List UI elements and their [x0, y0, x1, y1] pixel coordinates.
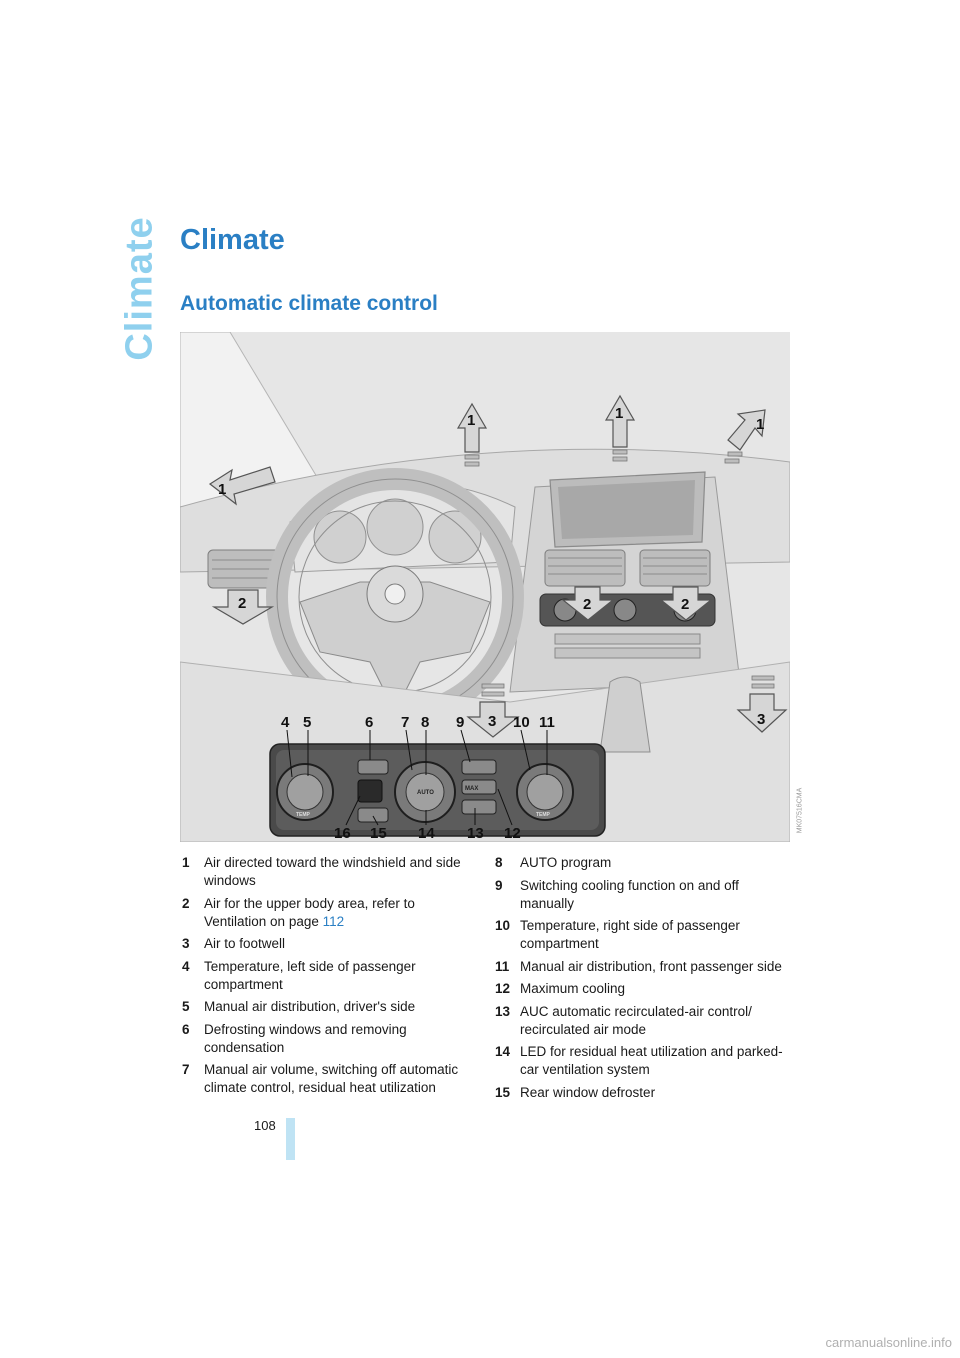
callout-1-right: 1	[756, 416, 765, 433]
callout-1-center-left: 1	[467, 412, 476, 429]
legend-item	[182, 958, 472, 994]
figure-code	[790, 780, 810, 840]
legend-text: Manual air volume, switching off automatic climate control, residual heat utilization	[204, 1062, 459, 1095]
legend-text: Temperature, left side of passenger compartment	[204, 958, 416, 992]
legend-left-column	[182, 854, 472, 1102]
max-panel-label: MAX	[465, 786, 479, 792]
legend-number: 10	[495, 918, 511, 933]
legend-item	[495, 1043, 785, 1079]
auto-panel-label: AUTO	[417, 790, 434, 796]
legend-item	[495, 1084, 785, 1102]
watermark: carmanualsonline.info	[825, 1335, 952, 1350]
legend-item	[182, 895, 472, 931]
legend-text	[204, 895, 472, 931]
legend-number: 8	[495, 855, 503, 870]
legend-item	[495, 917, 785, 953]
page-number: 108	[254, 1118, 276, 1133]
callout-3-right: 3	[757, 711, 766, 728]
callout-11: 11	[539, 714, 555, 731]
callout-9: 9	[456, 714, 465, 731]
callout-14: 14	[418, 825, 435, 842]
legend-text: Defrosting windows and removing condensation	[204, 1021, 407, 1055]
legend-text: Air directed toward the windshield and side windows	[204, 855, 461, 888]
legend-number: 2	[182, 895, 190, 911]
legend-text: LED for residual heat utilization and parked-car ventilation system	[520, 1044, 783, 1077]
legend-number: 1	[182, 855, 190, 870]
callout-labels	[180, 332, 790, 842]
legend-number: 6	[182, 1021, 190, 1037]
legend-right-column	[495, 854, 785, 1106]
legend-text: Temperature, right side of passenger compartment	[520, 918, 740, 951]
legend-number: 15	[495, 1084, 511, 1100]
callout-5: 5	[303, 714, 312, 731]
page-number-bar	[286, 1118, 295, 1160]
callout-12: 12	[504, 825, 521, 842]
legend-number: 9	[495, 877, 503, 893]
legend-number: 5	[182, 999, 190, 1014]
legend-item	[182, 854, 472, 890]
page-link-112[interactable]: 112	[322, 913, 345, 929]
legend-text: Manual air distribution, front passenger side	[520, 958, 782, 974]
callout-4: 4	[281, 714, 290, 731]
callout-1-left: 1	[218, 481, 227, 498]
figure-code-text: MK07516CMA	[796, 787, 804, 833]
legend-item	[182, 935, 472, 953]
legend-number: 3	[182, 936, 190, 951]
legend-text: AUTO program	[520, 855, 612, 870]
legend-item	[182, 998, 472, 1016]
legend-text: Maximum cooling	[520, 981, 626, 996]
callout-16: 16	[334, 825, 351, 842]
callout-13: 13	[467, 825, 484, 842]
section-title: Automatic climate control	[180, 292, 438, 315]
legend-number: 13	[495, 1003, 511, 1019]
callout-1-center: 1	[615, 405, 624, 422]
callout-10: 10	[513, 714, 530, 731]
legend-item	[495, 877, 785, 913]
legend-text: Manual air distribution, driver's side	[204, 999, 416, 1014]
temp-right-panel-label: TEMP	[536, 812, 550, 818]
callout-15: 15	[370, 825, 387, 842]
callout-8: 8	[421, 714, 430, 731]
dashboard-illustration	[180, 332, 790, 842]
callout-2-center-left: 2	[583, 596, 592, 613]
legend-text: Air to footwell	[204, 936, 286, 951]
legend-item	[495, 980, 785, 998]
callout-3-center: 3	[488, 713, 497, 730]
side-chapter-tab	[118, 215, 161, 361]
legend-text: Rear window defroster	[520, 1084, 656, 1100]
legend-item	[495, 854, 785, 872]
callout-2-left: 2	[238, 595, 247, 612]
page-title: Climate	[180, 224, 285, 256]
legend-number: 12	[495, 981, 511, 996]
legend-item	[182, 1061, 472, 1097]
legend-text-body: Air for the upper body area, refer to Ventilation on page	[204, 895, 415, 929]
legend-item	[495, 1003, 785, 1039]
side-chapter-label: Climate	[118, 215, 161, 361]
temp-left-panel-label: TEMP	[296, 812, 310, 818]
legend-number: 4	[182, 958, 190, 974]
legend-text: AUC automatic recirculated-air control/ recirculated air mode	[520, 1003, 752, 1037]
legend-text: Switching cooling function on and off manually	[520, 877, 739, 911]
legend-number: 7	[182, 1062, 190, 1077]
legend-item	[182, 1021, 472, 1057]
legend-number: 11	[495, 958, 510, 974]
callout-2-center-right: 2	[681, 596, 690, 613]
legend-item	[495, 958, 785, 976]
callout-7: 7	[401, 714, 410, 731]
legend-number: 14	[495, 1044, 511, 1059]
callout-6: 6	[365, 714, 374, 731]
